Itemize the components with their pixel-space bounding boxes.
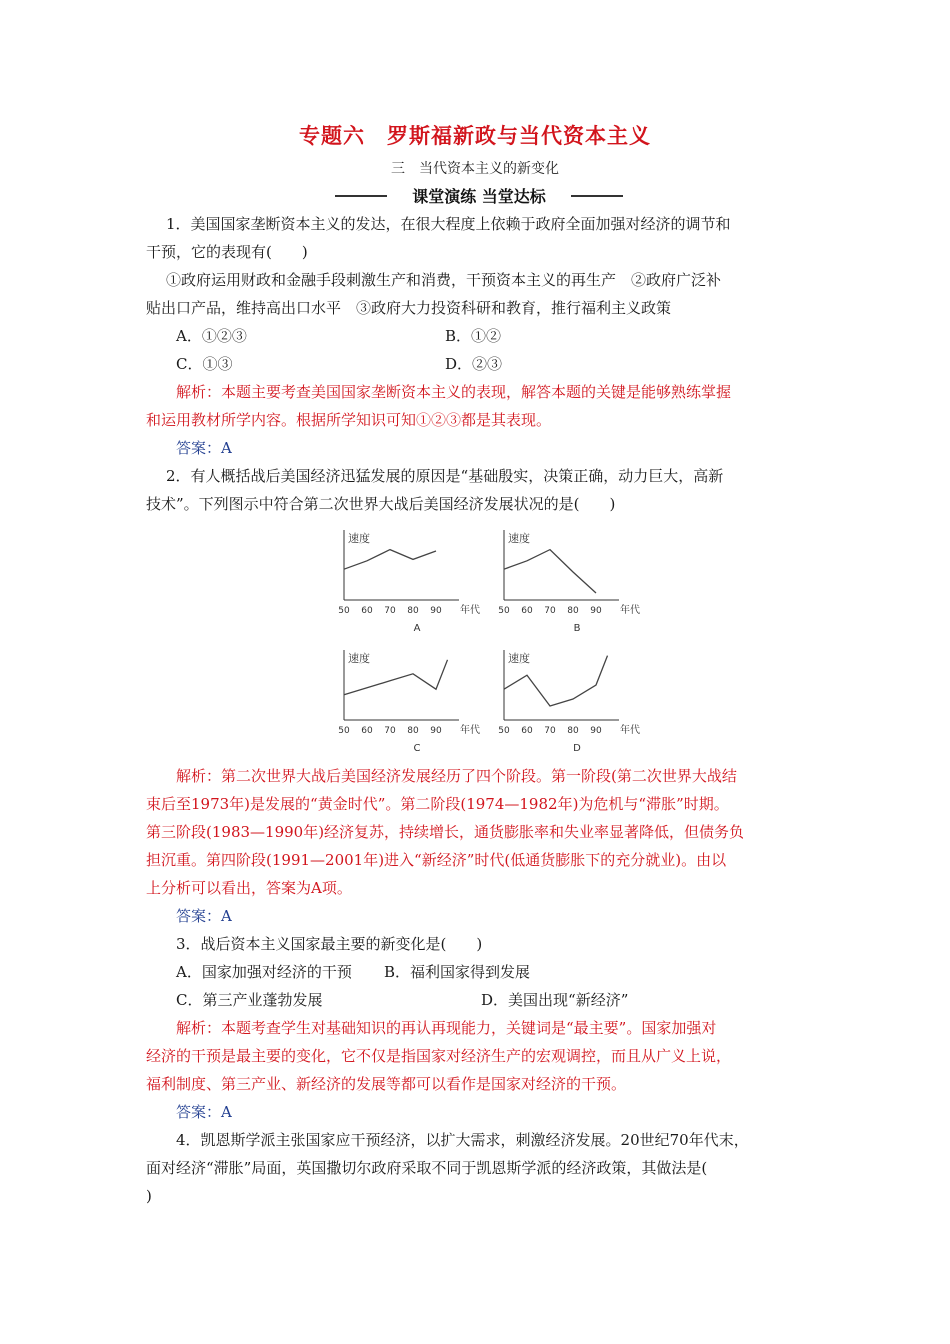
page-subtitle: 三 当代资本主义的新变化 bbox=[391, 161, 559, 177]
q1-answer: 答案：A bbox=[176, 439, 232, 457]
chart-a-series-line bbox=[344, 550, 436, 570]
chart-d-tick-label: 80 bbox=[567, 726, 579, 736]
chart-b-tick-label: 60 bbox=[521, 606, 533, 616]
q2-analysis-line2: 束后至1973年)是发展的“黄金时代”。第二阶段(1974—1982年)为危机与“滞胀”时期。 bbox=[146, 795, 729, 813]
chart-a-ylabel: 速度 bbox=[348, 532, 370, 545]
chart-a-tick-label: 90 bbox=[430, 606, 442, 616]
chart-a-tick-label: 80 bbox=[407, 606, 419, 616]
q1-option-d: D．②③ bbox=[445, 355, 503, 373]
chart-a-tick-label: 70 bbox=[384, 606, 396, 616]
chart-b-tick-label: 90 bbox=[590, 606, 602, 616]
q4-stem-line2: 面对经济“滞胀”局面，英国撒切尔政府采取不同于凯恩斯学派的经济政策，其做法是( bbox=[146, 1159, 708, 1177]
chart-d-tick-label: 90 bbox=[590, 726, 602, 736]
q1-stem-line1: 1．美国国家垄断资本主义的发达，在很大程度上依赖于政府全面加强对经济的调节和 bbox=[166, 215, 731, 233]
q1-analysis-line1: 解析：本题主要考查美国国家垄断资本主义的表现，解答本题的关键是能够熟练掌握 bbox=[176, 383, 732, 401]
page-title: 专题六 罗斯福新政与当代资本主义 bbox=[299, 124, 651, 148]
q2-analysis-line3: 第三阶段(1983—1990年)经济复苏，持续增长，通货膨胀率和失业率显著降低，但债务负 bbox=[146, 823, 745, 841]
chart-d-tick-label: 50 bbox=[498, 726, 510, 736]
q3-analysis-line2: 经济的干预是最主要的变化，它不仅是指国家对经济生产的宏观调控，而且从广义上说， bbox=[146, 1047, 732, 1065]
q1-option-a: A．①②③ bbox=[176, 327, 247, 345]
chart-a-xlabel: 年代 bbox=[460, 605, 480, 616]
chart-d-title: D bbox=[573, 743, 581, 754]
chart-c-tick-label: 70 bbox=[384, 726, 396, 736]
chart-b-series-line bbox=[504, 550, 596, 593]
q3-option-a: A．国家加强对经济的干预 bbox=[176, 963, 352, 981]
chart-c-title: C bbox=[413, 743, 421, 754]
chart-b-tick-label: 70 bbox=[544, 606, 556, 616]
chart-c-tick-label: 60 bbox=[361, 726, 373, 736]
q2-analysis-line1: 解析：第二次世界大战后美国经济发展经历了四个阶段。第一阶段(第二次世界大战结 bbox=[176, 767, 737, 785]
chart-b-xlabel: 年代 bbox=[620, 605, 640, 616]
q4-stem-line1: 4．凯恩斯学派主张国家应干预经济，以扩大需求，刺激经济发展。20世纪70年代末， bbox=[176, 1131, 749, 1149]
q1-stem-line2: 干预，它的表现有( ) bbox=[146, 243, 308, 261]
chart-c-ylabel: 速度 bbox=[348, 652, 370, 665]
chart-a-tick-label: 60 bbox=[361, 606, 373, 616]
q2-analysis-line4: 担沉重。第四阶段(1991—2001年)进入“新经济”时代(低通货膨胀下的充分就业)。由以 bbox=[146, 851, 727, 869]
q1-option-c: C．①③ bbox=[176, 355, 233, 373]
chart-a-tick-label: 50 bbox=[338, 606, 350, 616]
q3-analysis-line1: 解析：本题考查学生对基础知识的再认再现能力，关键词是“最主要”。国家加强对 bbox=[176, 1019, 717, 1037]
chart-b-ylabel: 速度 bbox=[508, 532, 530, 545]
q3-option-b: B．福利国家得到发展 bbox=[384, 963, 531, 981]
q1-items-line2: 贴出口产品，维持高出口水平 ③政府大力投资科研和教育，推行福利主义政策 bbox=[146, 299, 672, 317]
q3-answer: 答案：A bbox=[176, 1103, 232, 1121]
q1-option-b: B．①② bbox=[445, 327, 502, 345]
chart-d-tick-label: 70 bbox=[544, 726, 556, 736]
chart-b-tick-label: 50 bbox=[498, 606, 510, 616]
chart-a-title: A bbox=[413, 623, 421, 634]
q2-stem-line2: 技术”。下列图示中符合第二次世界大战后美国经济发展状况的是( ) bbox=[146, 495, 616, 513]
chart-c-series-line bbox=[344, 660, 448, 695]
chart-d-tick-label: 60 bbox=[521, 726, 533, 736]
q2-stem-line1: 2．有人概括战后美国经济迅猛发展的原因是“基础殷实，决策正确，动力巨大，高新 bbox=[166, 467, 724, 485]
q3-stem: 3．战后资本主义国家最主要的新变化是( ) bbox=[176, 935, 483, 953]
q4-stem-line3: ) bbox=[146, 1187, 152, 1205]
q3-option-c: C．第三产业蓬勃发展 bbox=[176, 991, 323, 1009]
chart-c-tick-label: 50 bbox=[338, 726, 350, 736]
q2-analysis-line5: 上分析可以看出，答案为A项。 bbox=[146, 879, 352, 897]
q2-answer: 答案：A bbox=[176, 907, 232, 925]
q3-option-d: D．美国出现“新经济” bbox=[481, 991, 629, 1009]
chart-d-ylabel: 速度 bbox=[508, 652, 530, 665]
chart-c-xlabel: 年代 bbox=[460, 725, 480, 736]
q3-analysis-line3: 福利制度、第三产业、新经济的发展等都可以看作是国家对经济的干预。 bbox=[146, 1075, 627, 1093]
q2-chart-figure bbox=[330, 522, 660, 762]
banner-rule-right bbox=[571, 195, 623, 197]
q1-items-line1: ①政府运用财政和金融手段刺激生产和消费，干预资本主义的再生产 ②政府广泛补 bbox=[166, 271, 722, 289]
banner-rule-left bbox=[335, 195, 387, 197]
banner-text: 课堂演练 当堂达标 bbox=[412, 187, 546, 206]
chart-d-xlabel: 年代 bbox=[620, 725, 640, 736]
section-banner bbox=[335, 184, 623, 206]
chart-c-tick-label: 90 bbox=[430, 726, 442, 736]
chart-b-tick-label: 80 bbox=[567, 606, 579, 616]
chart-b-title: B bbox=[573, 623, 581, 634]
chart-c-tick-label: 80 bbox=[407, 726, 419, 736]
q1-analysis-line2: 和运用教材所学内容。根据所学知识可知①②③都是其表现。 bbox=[146, 411, 552, 429]
q2-charts-svg bbox=[330, 522, 660, 762]
